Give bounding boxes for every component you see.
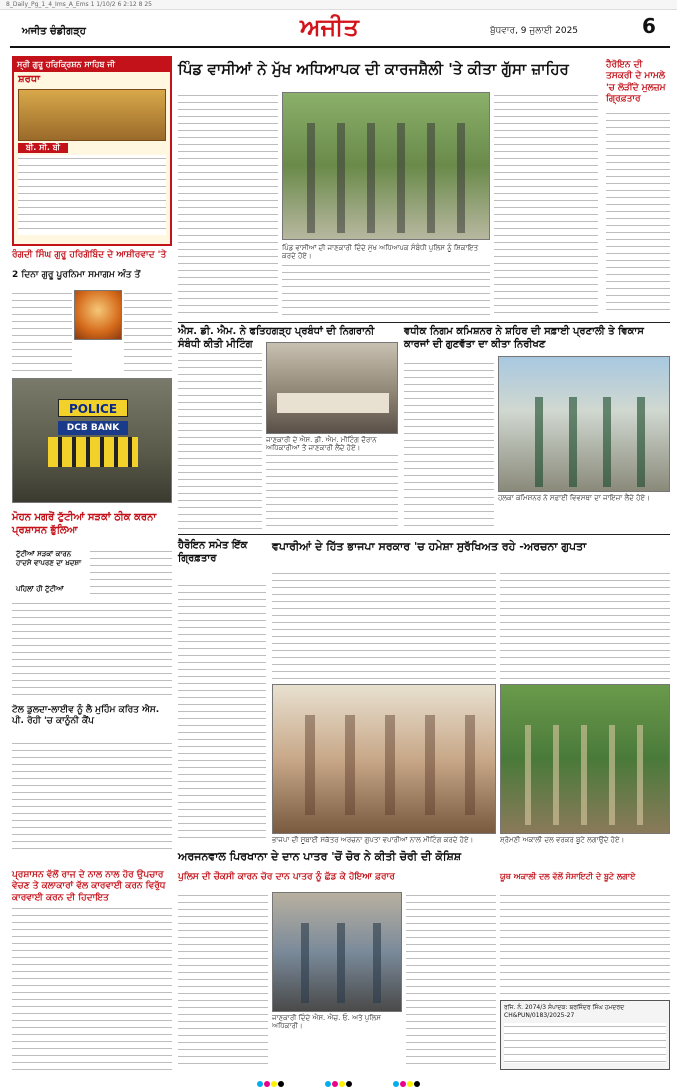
edition-label: ਅਜੀਤ ਚੰਡੀਗੜ੍ਹ bbox=[22, 26, 86, 37]
section-rule bbox=[178, 322, 670, 323]
police-sign: POLICE bbox=[58, 399, 128, 417]
plantation-caption: ਸ਼੍ਰੋਮਣੀ ਅਕਾਲੀ ਦਲ ਵਰਕਰ ਬੂਟੇ ਲਗਾਉਂਦੇ ਹੋਏ। bbox=[500, 836, 625, 844]
police-text-2 bbox=[12, 600, 172, 700]
lead-text-col3 bbox=[494, 92, 598, 317]
lead-text-col1 bbox=[178, 92, 278, 317]
heroin-text bbox=[178, 582, 266, 842]
commissioner-headline: ਵਧੀਕ ਨਿਗਮ ਕਮਿਸ਼ਨਰ ਨੇ ਸ਼ਹਿਰ ਦੀ ਸਫ਼ਾਈ ਪ੍ਰਣਾਲੀ ਤੇ ਵਿਕਾਸ ਕਾਰਜਾਂ ਦੀ ਗੁਣਵੱਤਾ ਦਾ ਕੀਤਾ ਨਿਰੀਖਣ bbox=[404, 326, 644, 350]
guru-headline: ਰੰਗਦੀ ਸਿੰਘ ਗੁਰੂ ਹਰਿਗੋਬਿੰਦ ਦੇ ਆਸ਼ੀਰਵਾਦ 'ਤੇ bbox=[12, 250, 167, 260]
page-number: 6 bbox=[642, 14, 656, 38]
issue-date: ਬੁੱਧਵਾਰ, 9 ਜੁਲਾਈ 2025 bbox=[490, 26, 579, 36]
lead-caption: ਪਿੰਡ ਵਾਸੀਆਂ ਦੀ ਜਾਣਕਾਰੀ ਦਿੰਦੇ ਮੁੱਖ ਅਧਿਆਪਕ ਸੰਬੰਧੀ ਪੁਲਿਸ ਨੂੰ ਸ਼ਿਕਾਇਤ ਕਰਦੇ ਹੋਏ। bbox=[282, 244, 479, 261]
sdm-text-col1 bbox=[178, 350, 262, 530]
right-top-text bbox=[606, 110, 670, 310]
imprint-line: ਰਜਿ. ਨੰ. 2074/3 ਸੰਪਾਦਕ: ਬਰਜਿੰਦਰ ਸਿੰਘ ਹਮਦਰਦ CH&PUN/0183/2025-27 bbox=[504, 1004, 625, 1019]
cmyk-marks-left bbox=[257, 1080, 285, 1087]
police-bullet-2: ਪਹਿਲਾਂ ਹੀ ਟੁੱਟੀਆਂ bbox=[16, 585, 64, 593]
guru-text bbox=[12, 290, 72, 375]
commissioner-text bbox=[404, 360, 494, 490]
bjp-caption: ਭਾਜਪਾ ਦੀ ਸੂਬਾਈ ਸਕੱਤਰ ਅਰਚਨਾ ਗੁਪਤਾ ਵਪਾਰੀਆਂ ਨਾਲ ਮੀਟਿੰਗ ਕਰਦੇ ਹੋਏ। bbox=[272, 836, 474, 844]
sdm-headline: ਐਸ. ਡੀ. ਐਮ. ਨੇ ਫਤਿਹਗੜ੍ਹ ਪ੍ਰਬੰਧਾਂ ਦੀ ਨਿਗਰਾਨੀ ਸੰਬੰਧੀ ਕੀਤੀ ਮੀਟਿੰਗ bbox=[178, 326, 375, 350]
bjp-right-text bbox=[500, 570, 670, 680]
page-header bbox=[10, 12, 670, 48]
bjp-headline: ਵਪਾਰੀਆਂ ਦੇ ਹਿੱਤ ਭਾਜਪਾ ਸਰਕਾਰ 'ਚ ਹਮੇਸ਼ਾ ਸੁਰੱਖਿਅਤ ਰਹੇ -ਅਰਚਨਾ ਗੁਪਤਾ bbox=[272, 540, 587, 553]
police-headline: ਮੋਹਨ ਮਗਰੋਂ ਟੁੱਟੀਆਂ ਸੜਕਾਂ ਠੀਕ ਕਰਨਾ ਪ੍ਰਸ਼ਾਸਨ ਭੁੱਲਿਆ bbox=[12, 512, 157, 536]
barricade-body bbox=[48, 437, 138, 467]
police-bullet-1: ਟੁੱਟੀਆਂ ਸੜਕਾਂ ਕਾਰਨ ਹਾਦਸੇ ਵਾਪਰਣ ਦਾ ਖ਼ਦਸ਼ਾ bbox=[16, 550, 82, 567]
registration-marks bbox=[0, 1078, 677, 1089]
ad-name: ਬੀ. ਸੀ. ਬੀ bbox=[18, 143, 68, 153]
bottom-left-headline: ਪ੍ਰਸ਼ਾਸਨ ਵੱਲੋਂ ਰਾਜ ਦੇ ਨਾਲ ਨਾਲ ਹੋਰ ਉਪਚਾਰ ਵੇਚਣ ਤੇ ਕਲਾਕਾਰਾਂ ਵੱਲ ਕਾਰਵਾਈ ਕਰਨ ਵਿਰੁੱਧ ਕਾਰਵਾਈ ਕਰਨ ਦੀ ਹਿਦਾਇਤ bbox=[12, 870, 166, 903]
police-text bbox=[90, 548, 172, 606]
section-rule-2 bbox=[178, 534, 670, 535]
print-slug: 8_Daily_Pg_1_4_Ims_A_Ems 1 1/10/2 6 2:12 8 25 bbox=[0, 0, 677, 10]
ad-box bbox=[12, 56, 172, 246]
cmyk-marks-mid bbox=[325, 1080, 353, 1087]
cmyk-marks-right bbox=[393, 1080, 421, 1087]
bottom-mid-caption: ਜਾਣਕਾਰੀ ਦਿੰਦੇ ਐਸ. ਐਚ. ਓ. ਅਤੇ ਪੁਲਿਸ ਅਧਿਕਾਰੀ। bbox=[272, 1014, 381, 1031]
plantation-photo bbox=[500, 684, 670, 834]
bottom-strip-headline: ਅਰਜਨਵਾਲ ਪਿਰਖਾਨਾ ਦੇ ਦਾਨ ਪਾਤਰ 'ਚੋਂ ਚੋਰ ਨੇ ਕੀਤੀ ਚੋਰੀ ਦੀ ਕੋਸ਼ਿਸ਼ bbox=[178, 850, 462, 863]
ad-sub: ਸ਼ਰਧਾ bbox=[18, 74, 41, 85]
guru-subhead: 2 ਦਿਨਾ ਗੁਰੂ ਪੂਰਨਿਮਾ ਸਮਾਗਮ ਅੰਤ ਤੋਂ bbox=[12, 270, 141, 280]
imprint-text bbox=[504, 1023, 666, 1063]
ad-title: ਸ੍ਰੀ ਗੁਰੂ ਹਰਿਕ੍ਰਿਸ਼ਨ ਸਾਹਿਬ ਜੀ bbox=[14, 58, 170, 72]
lead-text-col2 bbox=[282, 262, 490, 317]
bjp-photo bbox=[272, 684, 496, 834]
guru-text-2 bbox=[124, 290, 172, 375]
bottom-right-text bbox=[500, 892, 670, 996]
rally-headline: ਟੋਲ ਡੁਲਦਾ-ਲਾਈਵ ਨੂੰ ਲੈ ਮੁਹਿੰਮ ਕਰਿਤ ਐਸ. ਪੀ. ਰੋਹੀ 'ਚ ਕਾਨੂੰਨੀ ਕੈਂਪ bbox=[12, 705, 160, 727]
ad-image bbox=[18, 89, 166, 141]
commissioner-photo bbox=[498, 356, 670, 492]
sdm-photo bbox=[266, 342, 398, 434]
bottom-left-text bbox=[12, 905, 172, 1070]
commissioner-text-2 bbox=[404, 494, 494, 530]
rally-text bbox=[12, 740, 172, 850]
bottom-mid-text-2 bbox=[406, 892, 496, 1070]
bjp-text bbox=[272, 570, 496, 680]
bottom-right-headline: ਯੂਥ ਅਕਾਲੀ ਦਲ ਵੱਲੋਂ ਸੋਸਾਇਟੀ ਦੇ ਬੂਟੇ ਲਗਾਏ bbox=[500, 872, 636, 881]
police-barricade-photo bbox=[12, 378, 172, 503]
bottom-mid-photo bbox=[272, 892, 402, 1012]
right-top-headline: ਹੈਰੋਇਨ ਦੀ ਤਸਕਰੀ ਦੇ ਮਾਮਲੇ 'ਚ ਲੋੜੀਂਦੇ ਮੁਲਜ਼ਮ ਗ੍ਰਿਫ਼ਤਾਰ bbox=[606, 60, 666, 104]
sdm-caption: ਜਾਣਕਾਰੀ ਦੇ ਐਸ. ਡੀ. ਐਮ. ਮੀਟਿੰਗ ਦੌਰਾਨ ਅਧਿਕਾਰੀਆਂ ਤੋਂ ਜਾਣਕਾਰੀ ਲੈਂਦੇ ਹੋਏ। bbox=[266, 436, 377, 453]
lead-headline: ਪਿੰਡ ਵਾਸੀਆਂ ਨੇ ਮੁੱਖ ਅਧਿਆਪਕ ਦੀ ਕਾਰਜਸ਼ੈਲੀ 'ਤੇ ਕੀਤਾ ਗੁੱਸਾ ਜ਼ਾਹਿਰ bbox=[178, 60, 569, 78]
bank-sign: DCB BANK bbox=[58, 421, 128, 435]
ad-text bbox=[18, 155, 166, 235]
imprint-box bbox=[500, 1000, 670, 1070]
masthead: ਅਜੀਤ bbox=[300, 12, 359, 41]
guru-photo bbox=[74, 290, 122, 340]
heroin-headline: ਹੈਰੋਇਨ ਸਮੇਤ ਇੱਕ ਗ੍ਰਿਫ਼ਤਾਰ bbox=[178, 540, 248, 564]
sdm-text-col2 bbox=[266, 452, 398, 530]
bottom-mid-text bbox=[178, 892, 268, 1070]
lead-photo bbox=[282, 92, 490, 240]
commissioner-caption: ਹਲਕਾ ਕਮਿਸ਼ਨਰ ਨੇ ਸਫ਼ਾਈ ਵਿਵਸਥਾ ਦਾ ਜਾਇਜ਼ਾ ਲੈਂਦੇ ਹੋਏ। bbox=[498, 494, 650, 502]
bottom-mid-headline: ਪੁਲਿਸ ਦੀ ਚੌਕਸੀ ਕਾਰਨ ਚੋਰ ਦਾਨ ਪਾਤਰ ਨੂੰ ਛੱਡ ਕੇ ਹੋਇਆ ਫ਼ਰਾਰ bbox=[178, 872, 395, 882]
